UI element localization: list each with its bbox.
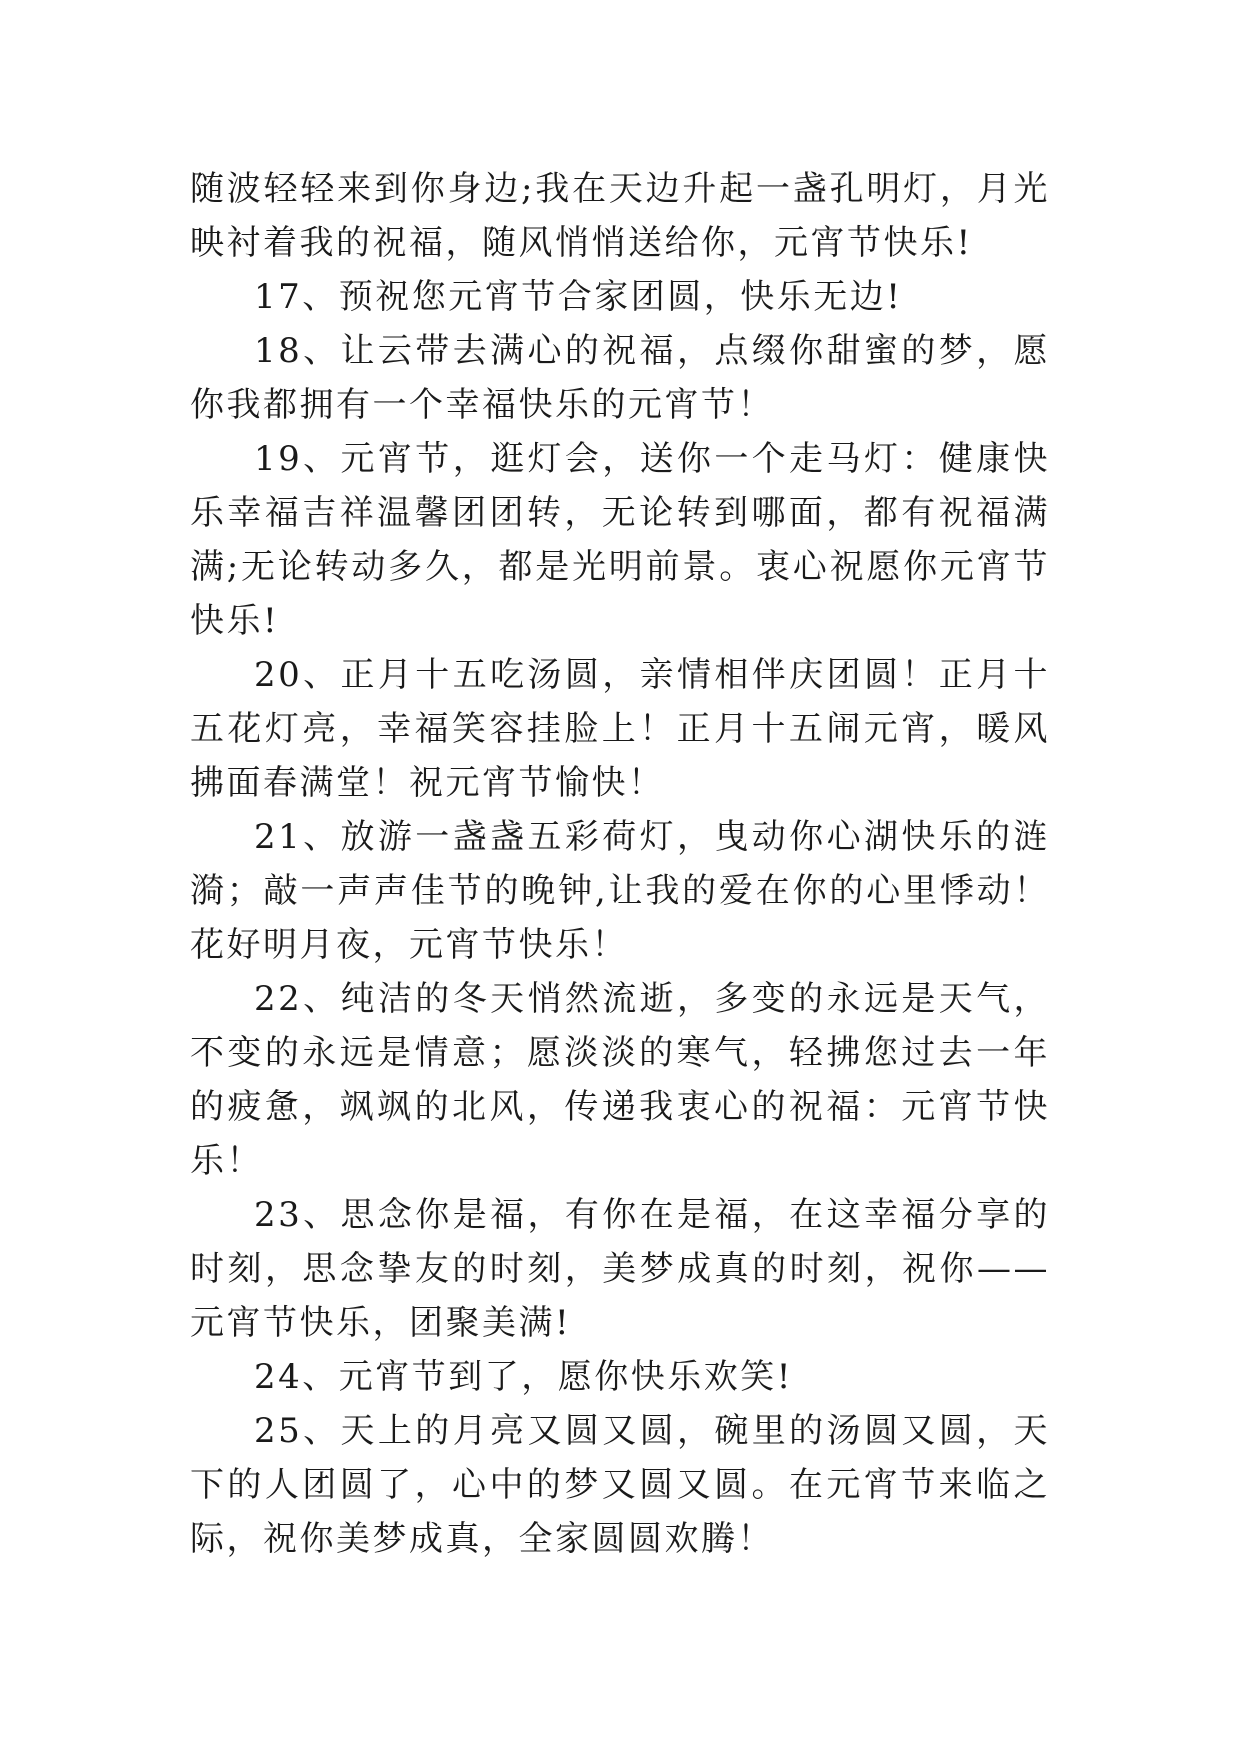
paragraph-16-continued: 随波轻轻来到你身边;我在天边升起一盏孔明灯，月光映衬着我的祝福，随风悄悄送给你，元宵节快乐! <box>190 169 1050 263</box>
paragraph-22: 22、纯洁的冬天悄然流逝，多变的永远是天气，不变的永远是情意；愿淡淡的寒气，轻拂您过去一年的疲惫，飒飒的北风，传递我衷心的祝福：元宵节快乐！ <box>190 979 1050 1181</box>
document-body <box>190 162 1050 1566</box>
paragraph-24: 24、元宵节到了，愿你快乐欢笑! <box>254 1357 793 1397</box>
paragraph-21: 21、放游一盏盏五彩荷灯，曳动你心湖快乐的涟漪；敲一声声佳节的晚钟,让我的爱在你的心里悸动！花好明月夜，元宵节快乐！ <box>190 817 1050 965</box>
paragraph-18: 18、让云带去满心的祝福，点缀你甜蜜的梦，愿你我都拥有一个幸福快乐的元宵节！ <box>190 331 1050 425</box>
paragraph-19: 19、元宵节，逛灯会，送你一个走马灯：健康快乐幸福吉祥温馨团团转，无论转到哪面，都有祝福满满;无论转动多久，都是光明前景。衷心祝愿你元宵节快乐! <box>190 439 1050 641</box>
paragraph-17: 17、预祝您元宵节合家团圆，快乐无边! <box>254 277 903 317</box>
paragraph-23: 23、思念你是福，有你在是福，在这幸福分享的时刻，思念挚友的时刻，美梦成真的时刻，祝你——元宵节快乐，团聚美满! <box>190 1195 1050 1343</box>
paragraph-20: 20、正月十五吃汤圆，亲情相伴庆团圆！正月十五花灯亮，幸福笑容挂脸上！正月十五闹元宵，暖风拂面春满堂！祝元宵节愉快！ <box>190 655 1050 803</box>
paragraph-25: 25、天上的月亮又圆又圆，碗里的汤圆又圆，天下的人团圆了，心中的梦又圆又圆。在元宵节来临之际，祝你美梦成真，全家圆圆欢腾！ <box>190 1411 1050 1559</box>
